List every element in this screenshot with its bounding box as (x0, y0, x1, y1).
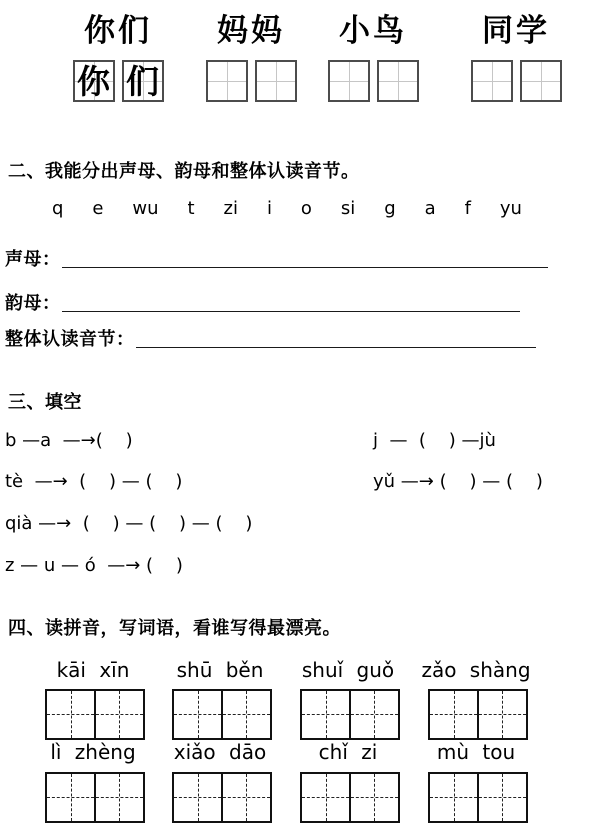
writing-box-dash-v (454, 774, 455, 821)
syllable-item: t (187, 198, 195, 219)
writing-box-dash-v (198, 691, 199, 738)
pinyin-label: zǎo shàng (421, 658, 531, 682)
fill-row-2-left: tè —→ ( ) — ( ) (5, 471, 183, 492)
word-column (203, 4, 299, 102)
tianzige-box (206, 60, 248, 102)
syllable-item: zi (223, 198, 238, 219)
word-label: 妈妈 (217, 13, 285, 49)
writing-box-dash-v (198, 774, 199, 821)
syllable-item: i (266, 198, 272, 219)
writing-box-dash-h (302, 714, 398, 715)
writing-box-dash-v (246, 691, 247, 738)
tianzige-char (208, 62, 246, 100)
pinyin-label: kāi xīn (56, 658, 130, 682)
yunmu-label: 韵母： (5, 293, 61, 313)
writing-box (45, 689, 145, 740)
writing-box-divider (477, 691, 479, 738)
fill-row-1-right: j — ( ) —jù (373, 430, 496, 451)
pinyin-label: lì zhèng (50, 740, 136, 764)
word-label: 小鸟 (339, 13, 407, 49)
tianzige-char (473, 62, 511, 100)
pinyin-label: shuǐ guǒ (301, 658, 395, 682)
syllable-item: f (464, 198, 471, 219)
writing-box-dash-v (374, 691, 375, 738)
tianzige-pair (325, 60, 421, 102)
writing-box-dash-v (374, 774, 375, 821)
tianzige-pair (70, 60, 166, 102)
syllable-item: g (384, 198, 396, 219)
writing-box-dash-h (174, 797, 270, 798)
word-column (468, 4, 564, 102)
word-column (325, 4, 421, 102)
writing-box (45, 772, 145, 823)
writing-box (172, 772, 272, 823)
fill-row-1-left: b —a —→( ) (5, 430, 133, 451)
writing-box-divider (94, 691, 96, 738)
word-label: 你们 (84, 13, 152, 49)
word-column (70, 4, 166, 102)
fill-row-2-right: yǔ —→ ( ) — ( ) (373, 471, 543, 492)
tianzige-char (379, 62, 417, 100)
yunmu-answer-line (62, 292, 520, 312)
writing-box-dash-v (502, 691, 503, 738)
syllable-item: q (52, 198, 64, 219)
section4-title: 四、读拼音，写词语，看谁写得最漂亮。 (8, 618, 341, 638)
tianzige-box (73, 60, 115, 102)
writing-box-dash-v (119, 691, 120, 738)
writing-box-dash-h (47, 714, 143, 715)
pinyin-label: xiǎo dāo (173, 740, 267, 764)
writing-box-dash-h (430, 714, 526, 715)
writing-box-divider (477, 774, 479, 821)
syllable-item: a (424, 198, 436, 219)
tianzige-char (330, 62, 368, 100)
writing-box-dash-v (326, 774, 327, 821)
writing-box (172, 689, 272, 740)
tianzige-box (471, 60, 513, 102)
tianzige-box (255, 60, 297, 102)
tianzige-char (522, 62, 560, 100)
writing-box-divider (221, 691, 223, 738)
pinyin-label: chǐ zi (318, 740, 378, 764)
syllable-item: wu (132, 198, 159, 219)
tianzige-box (520, 60, 562, 102)
syllable-item: o (300, 198, 312, 219)
writing-box-divider (349, 691, 351, 738)
writing-box (300, 772, 400, 823)
writing-box-dash-h (47, 797, 143, 798)
pinyin-label: shū běn (176, 658, 264, 682)
writing-box-dash-h (430, 797, 526, 798)
writing-box-dash-v (71, 691, 72, 738)
writing-box-divider (221, 774, 223, 821)
tianzige-box (377, 60, 419, 102)
word-label: 同学 (482, 13, 550, 49)
writing-box-dash-v (454, 691, 455, 738)
tianzige-char: 你 (77, 61, 110, 101)
writing-box-dash-v (119, 774, 120, 821)
writing-box (300, 689, 400, 740)
writing-box (428, 772, 528, 823)
writing-box-dash-v (246, 774, 247, 821)
syllable-item: yu (499, 198, 522, 219)
syllable-item: e (92, 198, 104, 219)
writing-box-dash-h (302, 797, 398, 798)
shengmu-label: 声母： (5, 249, 61, 269)
tianzige-box (328, 60, 370, 102)
syllable-list (52, 198, 522, 219)
shengmu-answer-line (62, 248, 548, 268)
writing-box-dash-v (326, 691, 327, 738)
section2-title: 二、我能分出声母、韵母和整体认读音节。 (8, 161, 360, 181)
writing-box-dash-h (174, 714, 270, 715)
writing-box-dash-v (502, 774, 503, 821)
zhengti-answer-line (136, 328, 536, 348)
pinyin-label: mù tou (436, 740, 516, 764)
fill-row-4-left: z — u — ó —→ ( ) (5, 555, 183, 576)
tianzige-pair (203, 60, 299, 102)
fill-row-3-left: qià —→ ( ) — ( ) — ( ) (5, 513, 253, 534)
tianzige-char: 们 (126, 61, 159, 101)
zhengti-label: 整体认读音节： (5, 329, 135, 349)
syllable-item: si (340, 198, 356, 219)
section3-title: 三、填空 (8, 392, 82, 412)
tianzige-char (257, 62, 295, 100)
writing-box (428, 689, 528, 740)
tianzige-box (122, 60, 164, 102)
writing-box-divider (94, 774, 96, 821)
tianzige-pair (468, 60, 564, 102)
writing-box-dash-v (71, 774, 72, 821)
writing-box-divider (349, 774, 351, 821)
